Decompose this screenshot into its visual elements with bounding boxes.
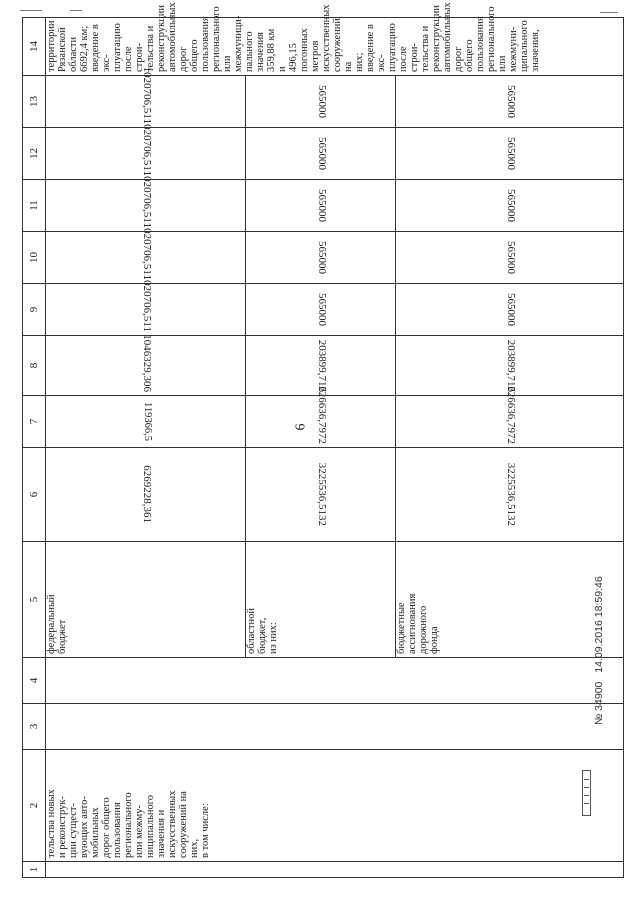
funding-source-cell: областной бюджет, из них: [246, 542, 396, 658]
table-row-federal [46, 18, 246, 878]
amount-cell: 565000 [396, 128, 624, 180]
stamp-datetime: 14.09.2016 18:59:46 [593, 576, 605, 673]
col-header-9: 9 [23, 284, 46, 336]
amount-cell: 226636,7972 [396, 396, 624, 448]
program-description-cell: тельства новых и реконструк- ции сущест- вующих авто- мобильных дорог общего пользования регионального или межму- ниципального значения и искусственных сооружений на них, в том числе: [46, 750, 624, 862]
stamp-text [593, 570, 605, 725]
col-header-2: 2 [23, 750, 46, 862]
col-header-5: 5 [23, 542, 46, 658]
amount-cell: 1020706,511 [46, 180, 246, 232]
amount-cell: 1046329,306 [46, 336, 246, 396]
amount-cell: 565000 [396, 76, 624, 128]
col-header-7: 7 [23, 396, 46, 448]
col-header-3: 3 [23, 704, 46, 750]
col-header-4: 4 [23, 658, 46, 704]
col-header-1: 1 [23, 862, 46, 878]
col-header-13: 13 [23, 76, 46, 128]
amount-cell: 1020706,511 [46, 76, 246, 128]
amount-cell: 565000 [246, 232, 396, 284]
result-indicator-cell: территории Рязанской области 6692,4 км; введение в экс- плуатацию после строи- тельства и реконструкции автомобильных дорог общего пользования регионального или межмуници- пального значения 359,88 км и 496,15 погонных метров искусственных сооружений на них; введение в экс- плуатацию после строи- тельства и реконструкции автомобильных дорог общего пользования регионального или межмуни- ципального значения, [46, 18, 624, 76]
amount-cell: 565000 [396, 180, 624, 232]
amount-cell: 565000 [246, 128, 396, 180]
amount-cell: 565000 [246, 284, 396, 336]
amount-cell: 203899,716 [246, 336, 396, 396]
column-number-row [23, 18, 46, 878]
scan-edge-mark [600, 12, 618, 13]
stamp-frame [582, 770, 591, 816]
budget-table-rotated [22, 2, 622, 878]
budget-table [22, 2, 624, 878]
amount-cell: 565000 [396, 232, 624, 284]
amount-cell: 203899,716 [396, 336, 624, 396]
funding-source-cell: бюджетные ассигнования дорожного фонда [396, 542, 624, 658]
amount-cell: 3225536,5132 [396, 448, 624, 542]
amount-cell: 565000 [246, 76, 396, 128]
col-header-6: 6 [23, 448, 46, 542]
scan-edge-mark [70, 10, 82, 11]
col-header-8: 8 [23, 336, 46, 396]
funding-source-cell: федеральный бюджет [46, 542, 246, 658]
col-header-14: 14 [23, 18, 46, 76]
col1-cell [46, 862, 624, 878]
amount-cell: 1020706,511 [46, 284, 246, 336]
amount-cell: 565000 [396, 284, 624, 336]
col3-cell [46, 704, 624, 750]
scan-edge-mark [20, 10, 42, 11]
amount-cell: 6269228,361 [46, 448, 246, 542]
col4-cell [46, 658, 624, 704]
amount-cell: 119366,5 [46, 396, 246, 448]
amount-cell: 565000 [246, 180, 396, 232]
stamp-number: № 34900 [593, 681, 605, 725]
page-number: 6 [293, 423, 309, 431]
col-header-12: 12 [23, 128, 46, 180]
amount-cell: 1020706,511 [46, 232, 246, 284]
amount-cell: 226636,7972 [246, 396, 396, 448]
col-header-11: 11 [23, 180, 46, 232]
registration-stamp [582, 770, 590, 890]
amount-cell: 3225536,5132 [246, 448, 396, 542]
col-header-10: 10 [23, 232, 46, 284]
amount-cell: 1020706,511 [46, 128, 246, 180]
